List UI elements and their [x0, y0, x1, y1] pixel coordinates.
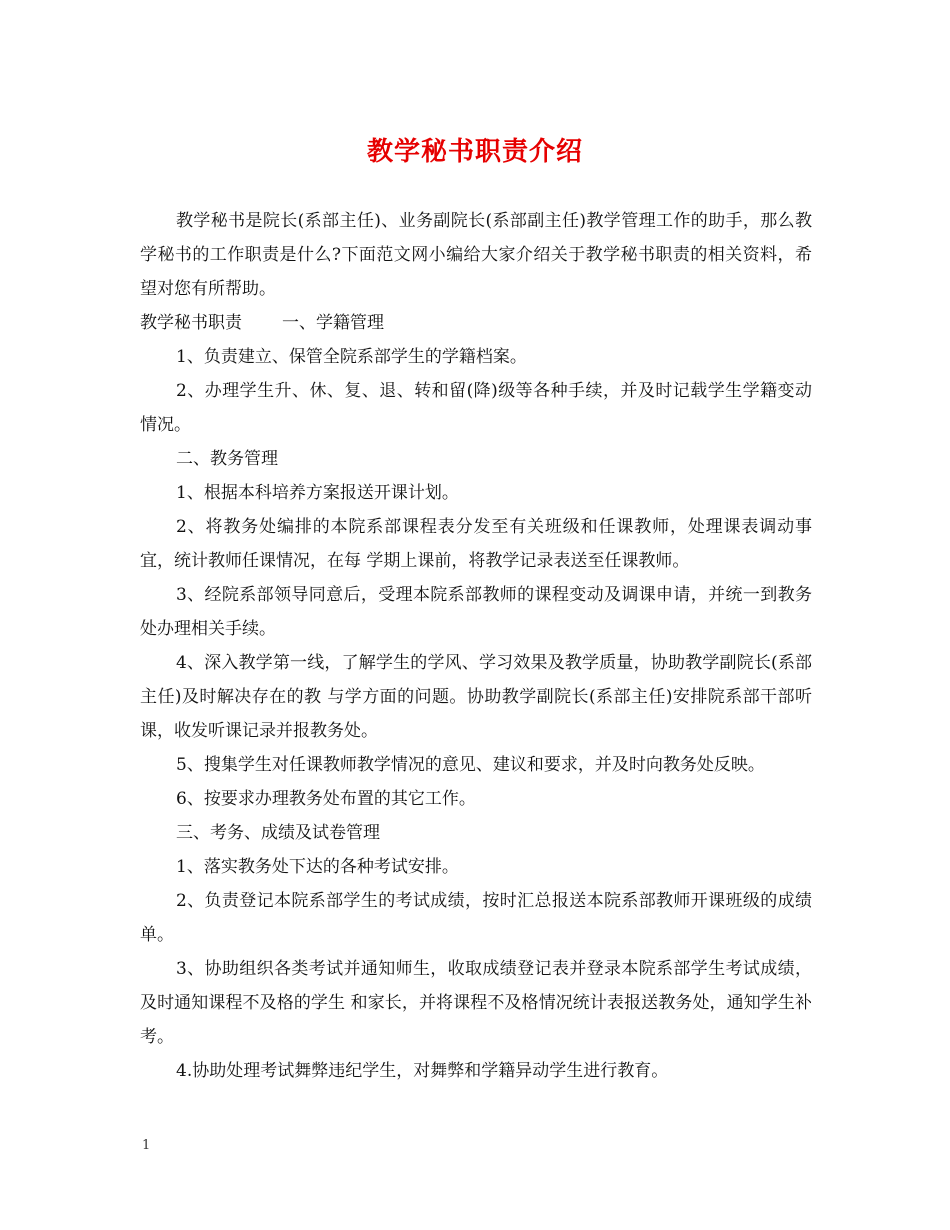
section3-item-1: 1、落实教务处下达的各种考试安排。 [176, 857, 459, 877]
section3-heading: 三、考务、成绩及试卷管理 [176, 823, 380, 843]
document-body [140, 204, 812, 1088]
section1-item-1: 1、负责建立、保管全院系部学生的学籍档案。 [176, 347, 527, 367]
section-heading-line [140, 306, 812, 340]
section2-heading: 二、教务管理 [176, 449, 278, 469]
section3-item-2: 2、负责登记本院系部学生的考试成绩，按时汇总报送本院系部教师开课班级的成绩单。 [140, 891, 812, 945]
section2-item-2: 2、将教务处编排的本院系部课程表分发至有关班级和任课教师，处理课表调动事宜，统计教师任课情况，在每 学期上课前，将教学记录表送至任课教师。 [140, 517, 812, 571]
section3-item-4: 4.协助处理考试舞弊违纪学生，对舞弊和学籍异动学生进行教育。 [176, 1061, 669, 1081]
section2-item-5: 5、搜集学生对任课教师教学情况的意见、建议和要求，并及时向教务处反映。 [176, 755, 765, 775]
section-label: 教学秘书职责 [140, 313, 242, 333]
page-number: 1 [142, 1138, 151, 1153]
section1-item-2: 2、办理学生升、休、复、退、转和留(降)级等各种手续，并及时记载学生学籍变动情况。 [140, 381, 812, 435]
intro-paragraph: 教学秘书是院长(系部主任)、业务副院长(系部副主任)教学管理工作的助手，那么教学秘书的工作职责是什么?下面范文网小编给大家介绍关于教学秘书职责的相关资料，希望对您有所帮助。 [140, 211, 812, 299]
section1-heading: 一、学籍管理 [282, 313, 384, 333]
document-title: 教学秘书职责介绍 [366, 137, 583, 167]
section2-item-3: 3、经院系部领导同意后，受理本院系部教师的课程变动及调课申请，并统一到教务处办理相关手续。 [140, 585, 812, 639]
section2-item-1: 1、根据本科培养方案报送开课计划。 [176, 483, 459, 503]
section2-item-4: 4、深入教学第一线，了解学生的学风、学习效果及教学质量，协助教学副院长(系部主任)及时解决存在的教 与学方面的问题。协助教学副院长(系部主任)安排院系部干部听课，收发听课记录并报教务处。 [140, 653, 812, 741]
section2-item-6: 6、按要求办理教务处布置的其它工作。 [176, 789, 476, 809]
section3-item-3: 3、协助组织各类考试并通知师生，收取成绩登记表并登录本院系部学生考试成绩，及时通知课程不及格的学生 和家长，并将课程不及格情况统计表报送教务处，通知学生补考。 [140, 959, 812, 1047]
